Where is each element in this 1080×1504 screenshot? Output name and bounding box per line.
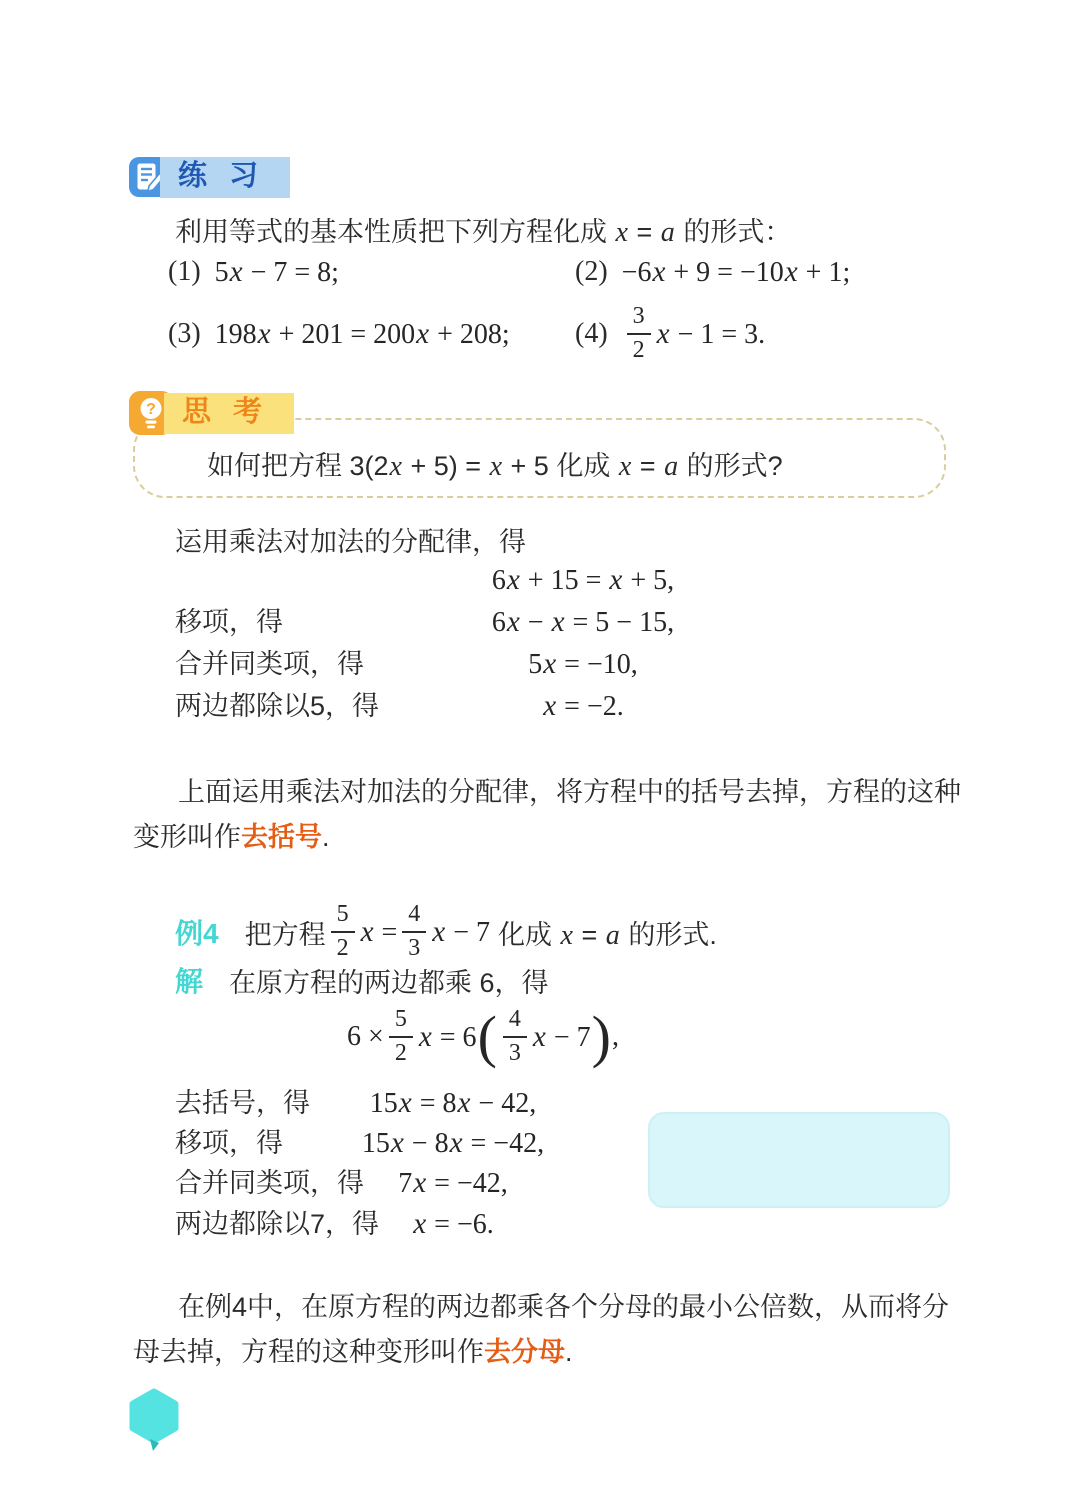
equation-text: x − 1 = 3. — [656, 317, 766, 350]
practice-section-header — [128, 156, 290, 198]
equation-text: 198x + 201 = 200x + 208; — [214, 317, 510, 350]
remark-period: . — [322, 822, 330, 852]
derivation-step — [133, 602, 950, 642]
statement-post: 化成 x = a 的形式. — [498, 919, 717, 951]
think-section-title: 思考 — [164, 393, 294, 434]
step-equation: 15x − 8x = −42, — [361, 1127, 545, 1159]
step-equation: x = −2. — [543, 690, 624, 722]
equation-number: (2) — [575, 256, 608, 287]
remark-text: 上面运用乘法对加法的分配律，将方程中的括号去掉，方程的这种变形叫作 — [133, 777, 961, 852]
eq-part: x − 7 — [532, 1020, 591, 1053]
practice-section-title: 练习 — [160, 157, 290, 198]
practice-equation-1 — [168, 250, 339, 294]
step-equation: x = −6. — [413, 1208, 494, 1240]
statement-eq: x = — [360, 915, 398, 948]
hexagon-marker-icon — [126, 1388, 182, 1452]
step-label: 去括号，得 — [175, 1088, 310, 1118]
step-label: 合并同类项，得 — [175, 649, 364, 679]
step-equation: 15x = 8x − 42, — [369, 1087, 537, 1119]
think-section-header — [128, 390, 294, 436]
example4-label: 例4 — [175, 918, 219, 949]
step-label: 两边都除以7，得 — [175, 1209, 380, 1239]
open-paren: ( — [477, 1004, 497, 1069]
remark-paragraph — [133, 1285, 973, 1375]
highlight-note-box — [648, 1112, 950, 1208]
step-equation: 7x = −42, — [398, 1167, 508, 1199]
fraction-numerator: 5 — [336, 901, 349, 928]
step-label: 两边都除以5，得 — [175, 691, 380, 721]
highlighted-term: 去括号 — [241, 822, 322, 852]
fraction-numerator: 4 — [408, 901, 421, 928]
eq-part: x = 6 — [418, 1020, 477, 1053]
step-equation: 6x + 15 = x + 5, — [491, 564, 675, 596]
close-paren: ) — [591, 1004, 611, 1069]
solve-label: 解 — [175, 966, 204, 997]
fraction — [331, 901, 355, 962]
practice-equation-4 — [575, 294, 765, 374]
equation-text: −6x + 9 = −10x + 1; — [621, 255, 851, 288]
fraction — [402, 901, 426, 962]
practice-equation-3 — [168, 294, 510, 374]
example4-multiplied-equation — [133, 998, 833, 1076]
step-equation: 6x − x = 5 − 15, — [491, 606, 675, 638]
step-equation: 5x = −10, — [528, 648, 638, 680]
fraction-denominator: 3 — [402, 931, 426, 963]
derivation-step — [133, 560, 950, 600]
step-label: 移项，得 — [175, 1128, 283, 1158]
solve-text: 在原方程的两边都乘 6，得 — [229, 967, 549, 998]
fraction-denominator: 2 — [389, 1036, 413, 1068]
eq-comma: , — [611, 1021, 619, 1052]
step-label: 移项，得 — [175, 607, 283, 637]
practice-equation-2 — [575, 250, 850, 294]
derivation-step — [133, 644, 950, 684]
fraction — [389, 1006, 413, 1067]
equation-number: (3) — [168, 318, 201, 349]
fraction — [503, 1006, 527, 1067]
statement-tail: x − 7 — [432, 915, 491, 948]
remark-period: . — [565, 1337, 573, 1367]
remark-text: 在例4中，在原方程的两边都乘各个分母的最小公倍数，从而将分母去掉，方程的这种变形叫作 — [133, 1292, 950, 1367]
derivation-step — [133, 1204, 950, 1244]
derivation-step — [133, 686, 950, 726]
step-label: 合并同类项，得 — [175, 1168, 364, 1198]
fraction-numerator: 3 — [632, 303, 645, 330]
derivation1-intro: 运用乘法对加法的分配律，得 — [175, 527, 526, 557]
equation-number: (4) — [575, 318, 608, 349]
fraction-denominator: 2 — [627, 333, 651, 365]
practice-intro-text: 利用等式的基本性质把下列方程化成 x = a 的形式： — [175, 217, 792, 248]
fraction-numerator: 4 — [508, 1006, 521, 1033]
statement-pre: 把方程 — [244, 919, 326, 950]
think-question-text: 如何把方程 3(2x + 5) = x + 5 化成 x = a 的形式? — [207, 451, 783, 482]
highlighted-term: 去分母 — [484, 1337, 565, 1367]
eq-part: 6 × — [347, 1021, 384, 1052]
example4-solution-line — [175, 960, 549, 1000]
fraction — [627, 303, 651, 364]
remark-paragraph — [133, 770, 969, 860]
svg-text:?: ? — [146, 401, 156, 418]
equation-text: 5x − 7 = 8; — [214, 255, 339, 288]
fraction-denominator: 2 — [331, 931, 355, 963]
fraction-numerator: 5 — [394, 1006, 407, 1033]
equation-number: (1) — [168, 256, 201, 287]
fraction-denominator: 3 — [503, 1036, 527, 1068]
